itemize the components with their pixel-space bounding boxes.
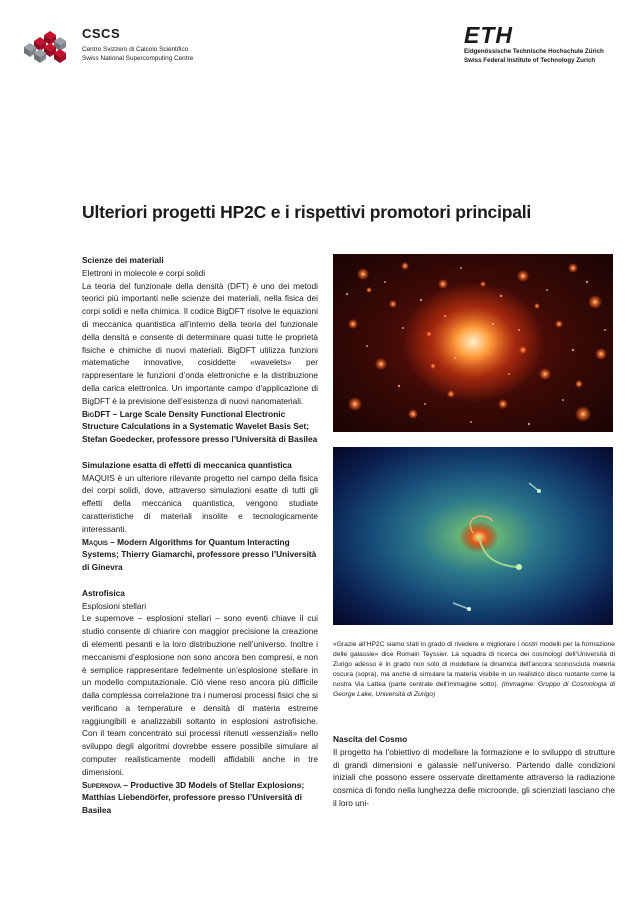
- project-name-supernova: Supernova: [82, 779, 122, 790]
- project-name-bigdft: BigDFT: [82, 408, 111, 419]
- materials-body: La teoria del funzionale della densità (DFT) è uno dei metodi teorici più importanti nelle scienze dei materiali, nella fisica dei corpi solidi e nella chimica. Il codice BigDFT risolve le equazioni di meccanica quantistica all’interno della teoria del funzionale della densità e consente di determinare quasi tutte le proprietà fisiche e chimiche di nuovi materiali. BigDFT utilizza funzioni matematiche innovative, cosiddette «wavelets» per rappresentare le funzioni d’onda elettroniche e la distribuzione della carica elettronica. Un importante campo d’applicazione di BigDFT è la previsione dell’esistenza di nuovi nanomateriali.: [82, 280, 318, 406]
- quantum-body: MAQUIS è un ulteriore rilevante progetto nel campo della fisica dei corpi solidi, dove, attraverso simulazioni esatte di tutti gli effetti della meccanica quantistica, vengono studiate caratteristiche di materiali insolite e tecnologicamente interessanti.: [82, 472, 318, 534]
- spacer: [82, 446, 318, 459]
- section-heading-astro: Astrofisica: [82, 587, 125, 598]
- eth-line-2: Swiss Federal Institute of Technology Zurich: [464, 57, 596, 64]
- right-column: [333, 733, 615, 810]
- spacer: [82, 574, 318, 587]
- eth-subtitle: [464, 47, 604, 65]
- cscs-cube-logo-icon: [24, 27, 72, 67]
- page-title: Ulteriori progetti HP2C e i rispettivi promotori principali: [82, 202, 532, 222]
- caption-text: «Grazie all’HP2C siamo stati in grado di rivedere e migliorare i nostri modelli per la formazione delle galassie» dice Romain Teyssier. La squadra di ricerca dei cosmologi dell’Università di Zurigo adesso è in grado non solo di modellare la dinamica dell’ancora sconosciuta materia oscura (sopra), ma anche di simulare la materia visibile in un realistico disco ruotante come la nostra Via Lattea (parte centrale dell’immagine sotto).: [333, 641, 615, 688]
- dark-matter-simulation-image: [333, 254, 613, 432]
- astro-project: [82, 779, 318, 817]
- eth-logo: ETH: [464, 22, 513, 48]
- project-desc-supernova: – Productive 3D Models of Stellar Explosions; Matthias Liebendörfer, professore presso l’Università di Basilea: [82, 779, 305, 816]
- image-caption: [333, 640, 615, 699]
- cscs-subtitle: [82, 45, 193, 63]
- cscs-line-2: Swiss National Supercomputing Centre: [82, 55, 194, 62]
- astro-body: Le supernove – esplosioni stellari – sono eventi chiave il cui studio consente di chiarire con maggior precisione la creazione di elementi pesanti e la loro distribuzione nell’universo. Inoltre i meccanismi d’esplosione non sono ancora ben compresi, e non è semplice rappresentare fedelmente un’esplosione stellare in un modello computazionale. Ciò viene reso ancora più difficile dalla complessa correlazione tra i numerosi processi fisici che si verificano a temperature e densità di materia estreme raggiungibili e analizzabili soltanto in esplosioni astrofisiche. Con il team concentrato sui processi ritenuti «essenziali» nello sviluppo degli algoritmi dovrebbe essere possibile simulare al computer realisticamente modelli affidabili anche in tre dimensioni.: [82, 613, 318, 777]
- cscs-line-1: Centro Svizzero di Calcolo Scientifico: [82, 46, 189, 53]
- section-subheading-astro: Esplosioni stellari: [82, 600, 147, 611]
- caption-credit: (Immagine: Gruppo di Cosmologia di George Lake, Università di Zurigo): [333, 680, 615, 698]
- left-column: [82, 254, 318, 817]
- cosmos-body: Il progetto ha l’obiettivo di modellare la formazione e lo sviluppo di strutture di grandi dimensioni e galassie nell’universo. Partendo dalle condizioni iniziali che possono essere osservate direttamente attraverso la radiazione cosmica di fondo nella lunghezza delle microonde, gli scienziati lasciano che il loro uni-: [333, 746, 615, 808]
- project-desc-bigdft: – Large Scale Density Functional Electronic Structure Calculations in a Systematic Wavelet Basis Set; Stefan Goedecker, professore presso l’Università di Basilea: [82, 408, 318, 445]
- eth-line-1: Eidgenössische Technische Hochschule Zürich: [464, 48, 604, 55]
- cscs-name: CSCS: [82, 26, 121, 41]
- section-heading-quantum: Simulazione esatta di effetti di meccanica quantistica: [82, 459, 292, 470]
- materials-project: [82, 408, 318, 446]
- quantum-project: [82, 536, 318, 574]
- project-desc-maquis: – Modern Algorithms for Quantum Interacting Systems; Thierry Giamarchi, professore presso l’Università di Ginevra: [82, 536, 317, 573]
- section-heading-materials: Scienze dei materiali: [82, 255, 164, 265]
- galaxy-disk-simulation-image: [333, 447, 613, 625]
- section-subheading-materials: Elettroni in molecole e corpi solidi: [82, 267, 206, 278]
- project-name-maquis: Maquis: [82, 536, 108, 547]
- section-heading-cosmos: Nascita del Cosmo: [333, 734, 408, 744]
